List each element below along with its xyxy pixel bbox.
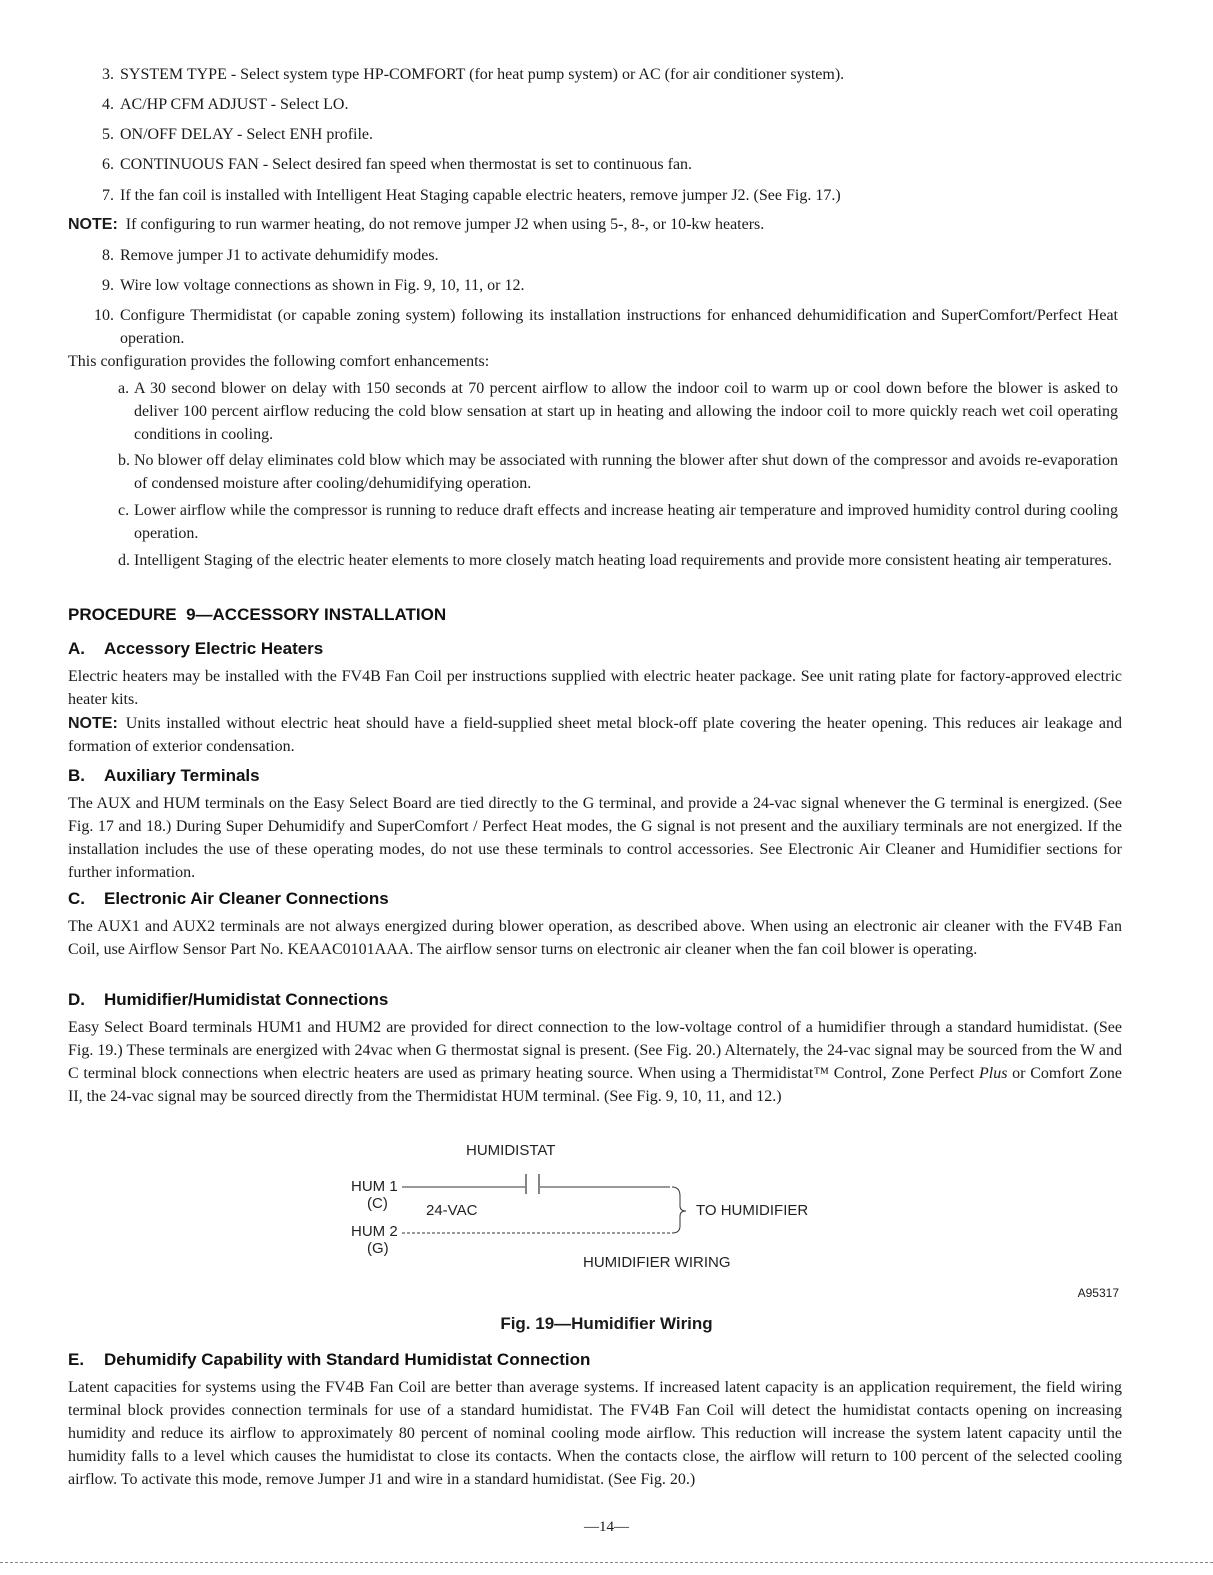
procedure-heading: PROCEDURE 9—ACCESSORY INSTALLATION: [68, 605, 447, 624]
section-body-a: Electric heaters may be installed with the FV4B Fan Coil per instructions supplied with electric heater package. See unit rating plate for factory-approved electric heater kits.: [68, 668, 1122, 708]
humidifier-wiring-diagram: [340, 1138, 860, 1288]
section-body-d: Easy Select Board terminals HUM1 and HUM2 are provided for direct connection to the low-voltage control of a humidifier through a standard humidistat. (See Fig. 19.) These terminals are energized with 24vac when G thermostat signal is present. (See Fig. 20.) Alternately, the 24-vac signal may be sourced from the W and C terminal block connections when electric heaters are used as primary heating source. When using a Thermidistat™ Control, Zone Perfect Plus or Comfort Zone II, the 24-vac signal may be sourced directly from the Thermidistat HUM terminal. (See Fig. 9, 10, 11, and 12.): [68, 1019, 1123, 1105]
hum2-label: HUM 2: [351, 1223, 398, 1240]
step-item: 5. ON/OFF DELAY - Select ENH profile.: [102, 126, 374, 143]
step-item: 9. Wire low voltage connections as shown in Fig. 9, 10, 11, or 12.: [102, 277, 525, 294]
section-body-b: The AUX and HUM terminals on the Easy Select Board are tied directly to the G terminal, and provide a 24-vac signal whenever the G terminal is energized. (See Fig. 17 and 18.) During Super Dehumidify and SuperComfort / Perfect Heat modes, the G signal is not present and the auxiliary terminals are not energized. If the installation includes the use of these operating modes, do not use these terminals to control accessories. See Electronic Air Cleaner and Humidifier sections for further information.: [68, 795, 1122, 881]
enhancement-item: a. A 30 second blower on delay with 150 seconds at 70 percent airflow to allow the indoor coil to warm up or cool down before the blower is asked to deliver 100 percent airflow reducing the cold blow sensation at start up in heating and allowing the indoor coil to more quickly reach wet coil operating conditions in cooling.: [118, 380, 1118, 443]
section-heading-e: E. Dehumidify Capability with Standard Humidistat Connection: [68, 1350, 591, 1369]
vac-label: 24-VAC: [426, 1202, 478, 1219]
section-body-e: Latent capacities for systems using the FV4B Fan Coil are better than average systems. If increased latent capacity is an application requirement, the field wiring terminal block provides connection terminals for use of a standard humidistat. The FV4B Fan Coil will detect the humidistat contacts opening on increasing humidity and reduce its airflow to approximately 80 percent of nominal cooling mode airflow. This reduction will increase the system latent capacity until the humidity falls to a level which causes the humidistat to close its contacts. When the contacts close, the airflow will return to 100 percent of the selected cooling airflow. To activate this mode, remove Jumper J1 and wire in a standard humidistat. (See Fig. 20.): [68, 1379, 1122, 1488]
enhancements-intro: This configuration provides the following comfort enhancements:: [68, 353, 490, 370]
step-item: 6. CONTINUOUS FAN - Select desired fan speed when thermostat is set to continuous fan.: [102, 156, 693, 173]
section-heading-a: A. Accessory Electric Heaters: [68, 639, 324, 658]
step-item: 10. Configure Thermidistat (or capable zoning system) following its installation instructions for enhanced dehumidification and SuperComfort/Perfect Heat operation.: [94, 307, 1118, 347]
section-body-c: The AUX1 and AUX2 terminals are not always energized during blower operation, as described above. When using an electronic air cleaner with the FV4B Fan Coil, use Airflow Sensor Part No. KEAAC0101AAA. The airflow sensor turns on electronic air cleaner when the fan coil blower is operating.: [68, 918, 1122, 958]
note-block-off-plate: NOTE: Units installed without electric heat should have a field-supplied sheet metal block-off plate covering the heater opening. This reduces air leakage and formation of exterior condensation.: [68, 715, 1122, 755]
hum1-label: HUM 1: [351, 1178, 398, 1195]
step-item: 7. If the fan coil is installed with Intelligent Heat Staging capable electric heaters, remove jumper J2. (See Fig. 17.): [102, 187, 841, 204]
brace: [672, 1187, 686, 1233]
step-item: 4. AC/HP CFM ADJUST - Select LO.: [102, 96, 349, 113]
bottom-divider: [0, 1562, 1213, 1563]
enhancement-item: d. Intelligent Staging of the electric heater elements to more closely match heating load requirements and provide more consistent heating air temperatures.: [118, 552, 1112, 569]
humidifier-wiring-label: HUMIDIFIER WIRING: [583, 1254, 731, 1271]
page-number: —14—: [584, 1519, 629, 1535]
section-heading-d: D. Humidifier/Humidistat Connections: [68, 990, 389, 1009]
terminal-c-label: (C): [367, 1195, 388, 1212]
section-heading-c: C. Electronic Air Cleaner Connections: [68, 889, 389, 908]
enhancement-item: c. Lower airflow while the compressor is running to reduce draft effects and increase heating air temperature and improved humidity control during cooling operation.: [118, 502, 1118, 542]
humidistat-label: HUMIDISTAT: [466, 1142, 556, 1159]
figure-code: A95317: [1077, 1286, 1119, 1300]
section-heading-b: B. Auxiliary Terminals: [68, 766, 260, 785]
to-humidifier-label: TO HUMIDIFIER: [696, 1202, 809, 1219]
note-heater-jumper: NOTE: If configuring to run warmer heating, do not remove jumper J2 when using 5-, 8-, or 10-kw heaters.: [68, 216, 765, 233]
step-item: 3. SYSTEM TYPE - Select system type HP-COMFORT (for heat pump system) or AC (for air conditioner system).: [102, 66, 845, 83]
figure-caption: Fig. 19—Humidifier Wiring: [500, 1314, 713, 1333]
terminal-g-label: (G): [367, 1240, 389, 1257]
enhancement-item: b. No blower off delay eliminates cold blow which may be associated with running the blower after shut down of the compressor and avoids re-evaporation of condensed moisture after cooling/dehumidifying operation.: [118, 452, 1118, 492]
step-item: 8. Remove jumper J1 to activate dehumidify modes.: [102, 247, 439, 264]
